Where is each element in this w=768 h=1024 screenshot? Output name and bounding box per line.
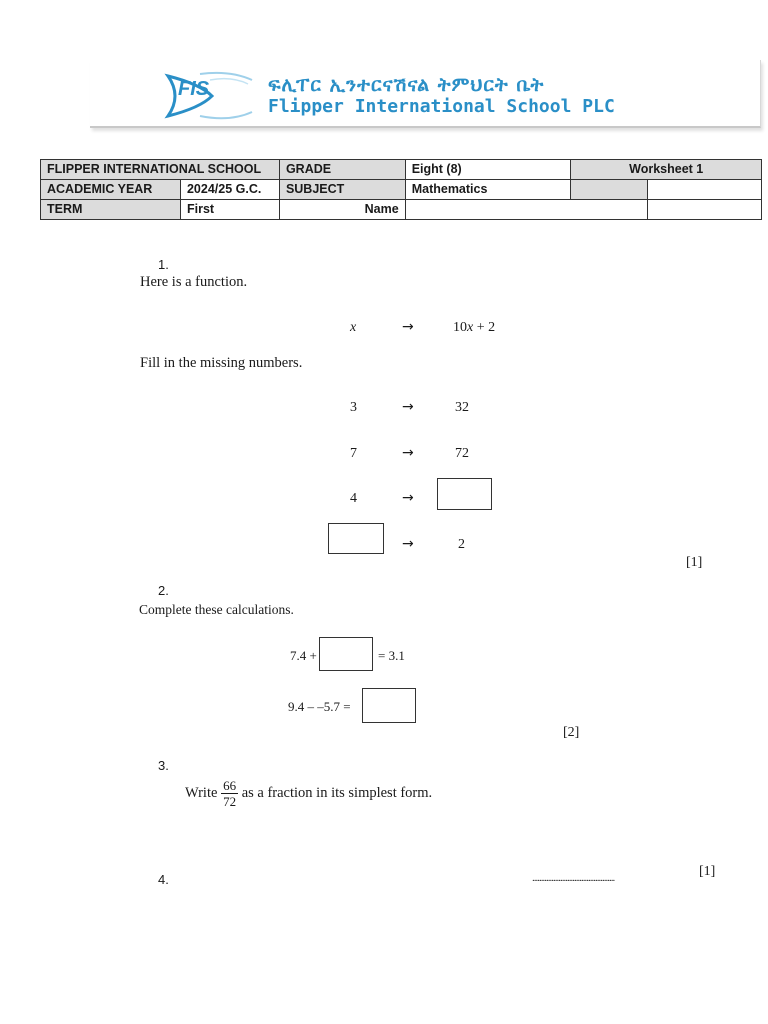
q3-numerator: 66 <box>223 778 237 793</box>
info-table <box>40 159 762 220</box>
school-cell: FLIPPER INTERNATIONAL SCHOOL <box>41 160 280 180</box>
school-name-english: Flipper International School PLC <box>268 96 615 117</box>
q1-answer-box-output[interactable] <box>437 478 492 510</box>
worksheet-title: Worksheet 1 <box>571 160 762 180</box>
q3-denominator: 72 <box>223 794 237 809</box>
q2-answer-box-2[interactable] <box>362 688 416 723</box>
subject-value: Mathematics <box>405 180 571 200</box>
name-label: Name <box>279 200 405 220</box>
academic-year-label: ACADEMIC YEAR <box>41 180 181 200</box>
q4-number: 4. <box>158 872 169 887</box>
q2-marks: [2] <box>563 725 580 740</box>
arrow-icon: → <box>402 319 414 335</box>
q3-pre: Write <box>185 785 218 801</box>
q1-row2-output: 72 <box>455 446 469 461</box>
q1-row2-input: 7 <box>350 446 357 461</box>
q1-row1-output: 32 <box>455 400 469 415</box>
arrow-icon: → <box>402 445 414 461</box>
arrow-icon: → <box>402 490 414 506</box>
q1-number: 1. <box>158 257 169 272</box>
q1-instruction: Fill in the missing numbers. <box>140 355 303 371</box>
fish-logo-icon <box>160 66 260 124</box>
grade-label: GRADE <box>279 160 405 180</box>
subject-label: SUBJECT <box>279 180 405 200</box>
q2-number: 2. <box>158 583 169 598</box>
q1-row4-output: 2 <box>458 537 465 552</box>
academic-year-value: 2024/25 G.C. <box>180 180 279 200</box>
q2-calc1-right: = 3.1 <box>378 648 405 663</box>
q1-answer-box-input[interactable] <box>328 523 384 554</box>
term-label: TERM <box>41 200 181 220</box>
q3-number: 3. <box>158 758 169 773</box>
q3-fraction <box>221 778 238 809</box>
q2-instruction: Complete these calculations. <box>139 602 294 617</box>
empty-cell-a <box>571 180 648 200</box>
arrow-icon: → <box>402 399 414 415</box>
q2-answer-box-1[interactable] <box>319 637 373 671</box>
arrow-icon: → <box>402 536 414 552</box>
empty-cell-c <box>648 200 762 220</box>
q2-calc2-left: 9.4 – –5.7 = <box>288 699 351 714</box>
q1-marks: [1] <box>686 555 703 570</box>
q2-calc1-left: 7.4 + <box>290 648 317 663</box>
q1-intro: Here is a function. <box>140 274 248 290</box>
q3-marks: [1] <box>699 864 716 879</box>
q1-row1-input: 3 <box>350 400 357 415</box>
q1-func-output: 10x + 2 <box>453 320 496 335</box>
q3-statement <box>185 778 432 809</box>
school-name-amharic: ፍሊፐር ኢንተርናሽናል ትምህርት ቤት <box>268 74 545 96</box>
q1-func-input: x <box>350 320 357 335</box>
term-value: First <box>180 200 279 220</box>
empty-cell-b <box>648 180 762 200</box>
name-field[interactable] <box>405 200 648 220</box>
q3-answer-line[interactable]: ............................................... <box>532 872 615 884</box>
q1-row3-input: 4 <box>350 491 357 506</box>
grade-value: Eight (8) <box>405 160 571 180</box>
logo-abbr: FIS <box>178 78 210 100</box>
q3-post: as a fraction in its simplest form. <box>241 785 433 801</box>
